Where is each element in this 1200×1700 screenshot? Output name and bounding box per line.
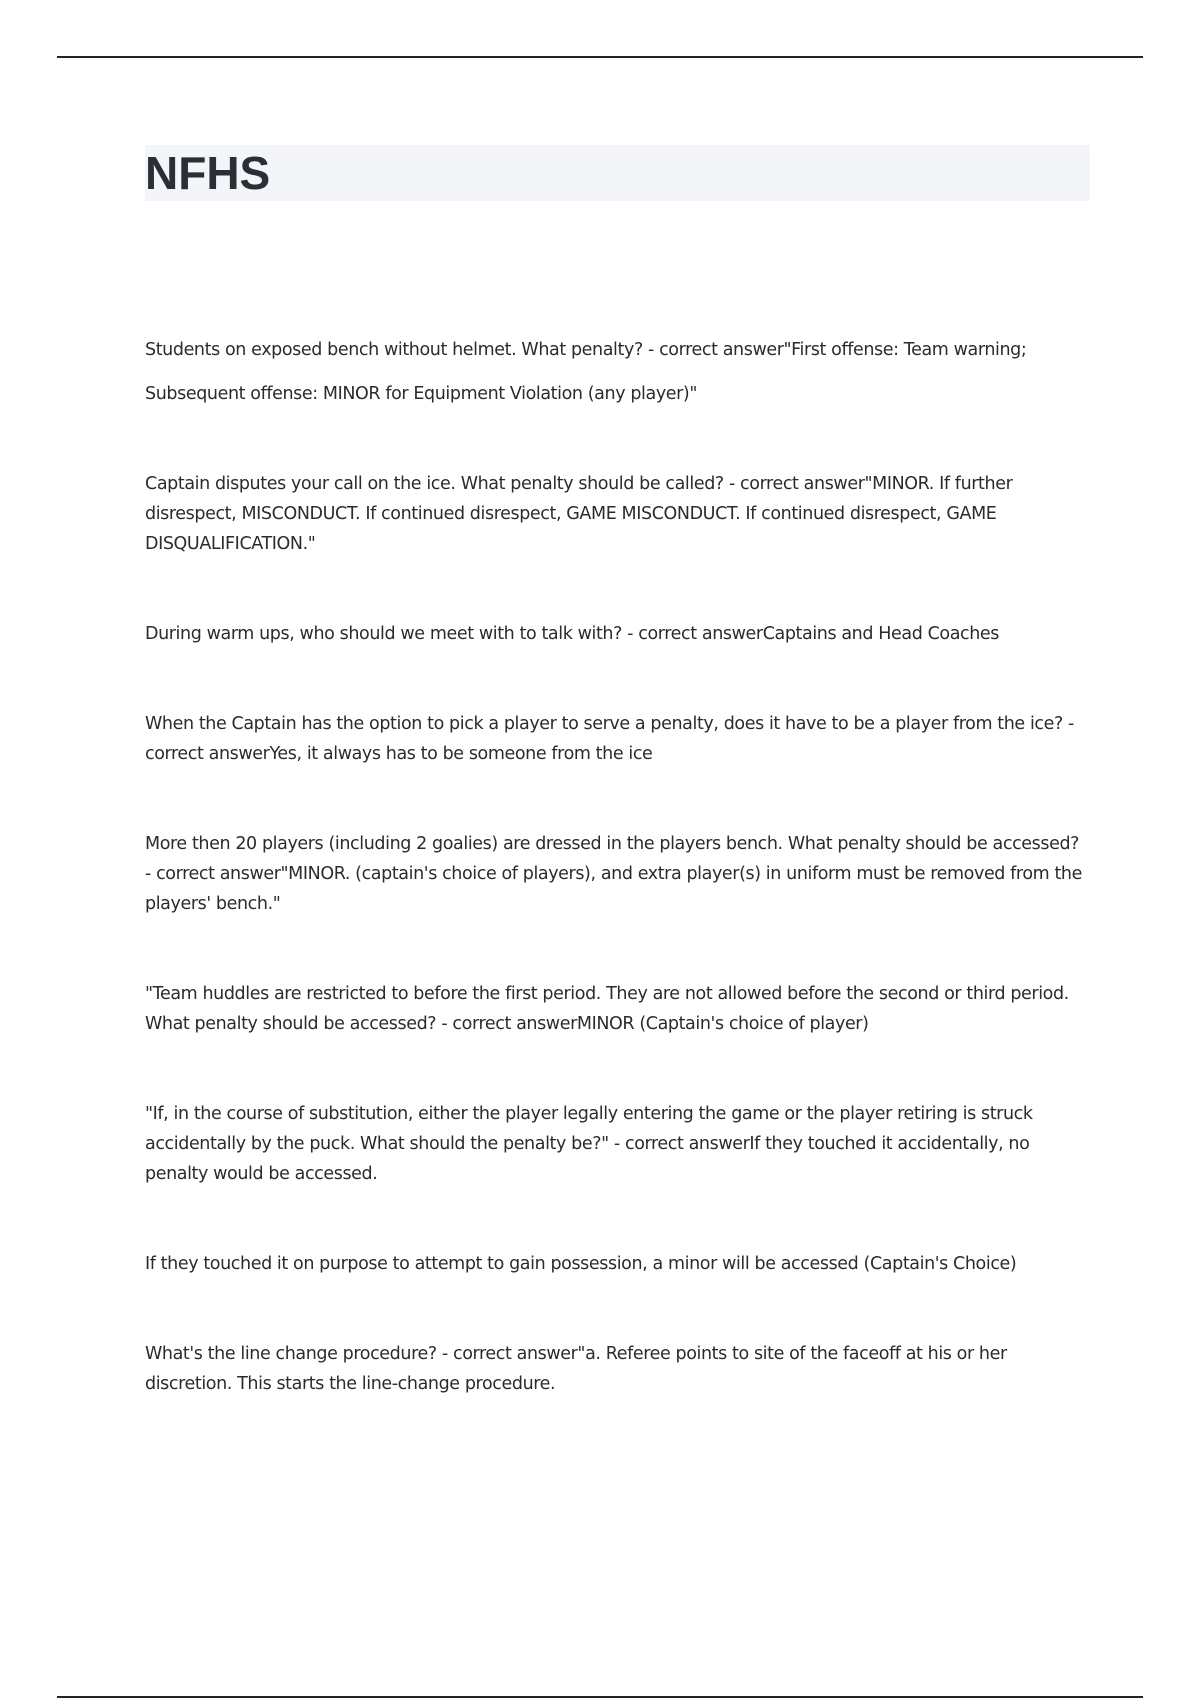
title-banner <box>145 145 1090 201</box>
paragraph: If they touched it on purpose to attempt to gain possession, a minor will be accessed (Captain's Choice) <box>145 1254 1017 1274</box>
paragraph: Subsequent offense: MINOR for Equipment Violation (any player)" <box>145 384 698 404</box>
paragraph: "If, in the course of substitution, either the player legally entering the game or the player retiring is struck accidentally by the puck. What should the penalty be?" - correct answerIf they touched it accidentally, no penalty would be accessed. <box>145 1104 1033 1184</box>
paragraph: Students on exposed bench without helmet. What penalty? - correct answer"First offense: Team warning; <box>145 340 1027 360</box>
page-title: NFHS <box>145 147 271 199</box>
paragraph: "Team huddles are restricted to before the first period. They are not allowed before the second or third period. What penalty should be accessed? - correct answerMINOR (Captain's choice of player) <box>145 984 1069 1034</box>
paragraph: What's the line change procedure? - correct answer"a. Referee points to site of the faceoff at his or her discretion. This starts the line-change procedure. <box>145 1344 1007 1394</box>
paragraph: Captain disputes your call on the ice. What penalty should be called? - correct answer"MINOR. If further disrespect, MISCONDUCT. If continued disrespect, GAME MISCONDUCT. If continued disrespect, GAME DISQUALIFICATION." <box>145 474 1013 554</box>
document-body <box>145 335 1090 1399</box>
paragraph: More then 20 players (including 2 goalies) are dressed in the players bench. What penalty should be accessed? - correct answer"MINOR. (captain's choice of players), and extra player(s) in uniform must be removed from the players' bench." <box>145 834 1082 914</box>
top-rule <box>57 56 1143 58</box>
paragraph: During warm ups, who should we meet with to talk with? - correct answerCaptains and Head Coaches <box>145 624 1000 644</box>
paragraph: When the Captain has the option to pick a player to serve a penalty, does it have to be a player from the ice? - correct answerYes, it always has to be someone from the ice <box>145 714 1074 764</box>
bottom-rule <box>57 1696 1143 1698</box>
